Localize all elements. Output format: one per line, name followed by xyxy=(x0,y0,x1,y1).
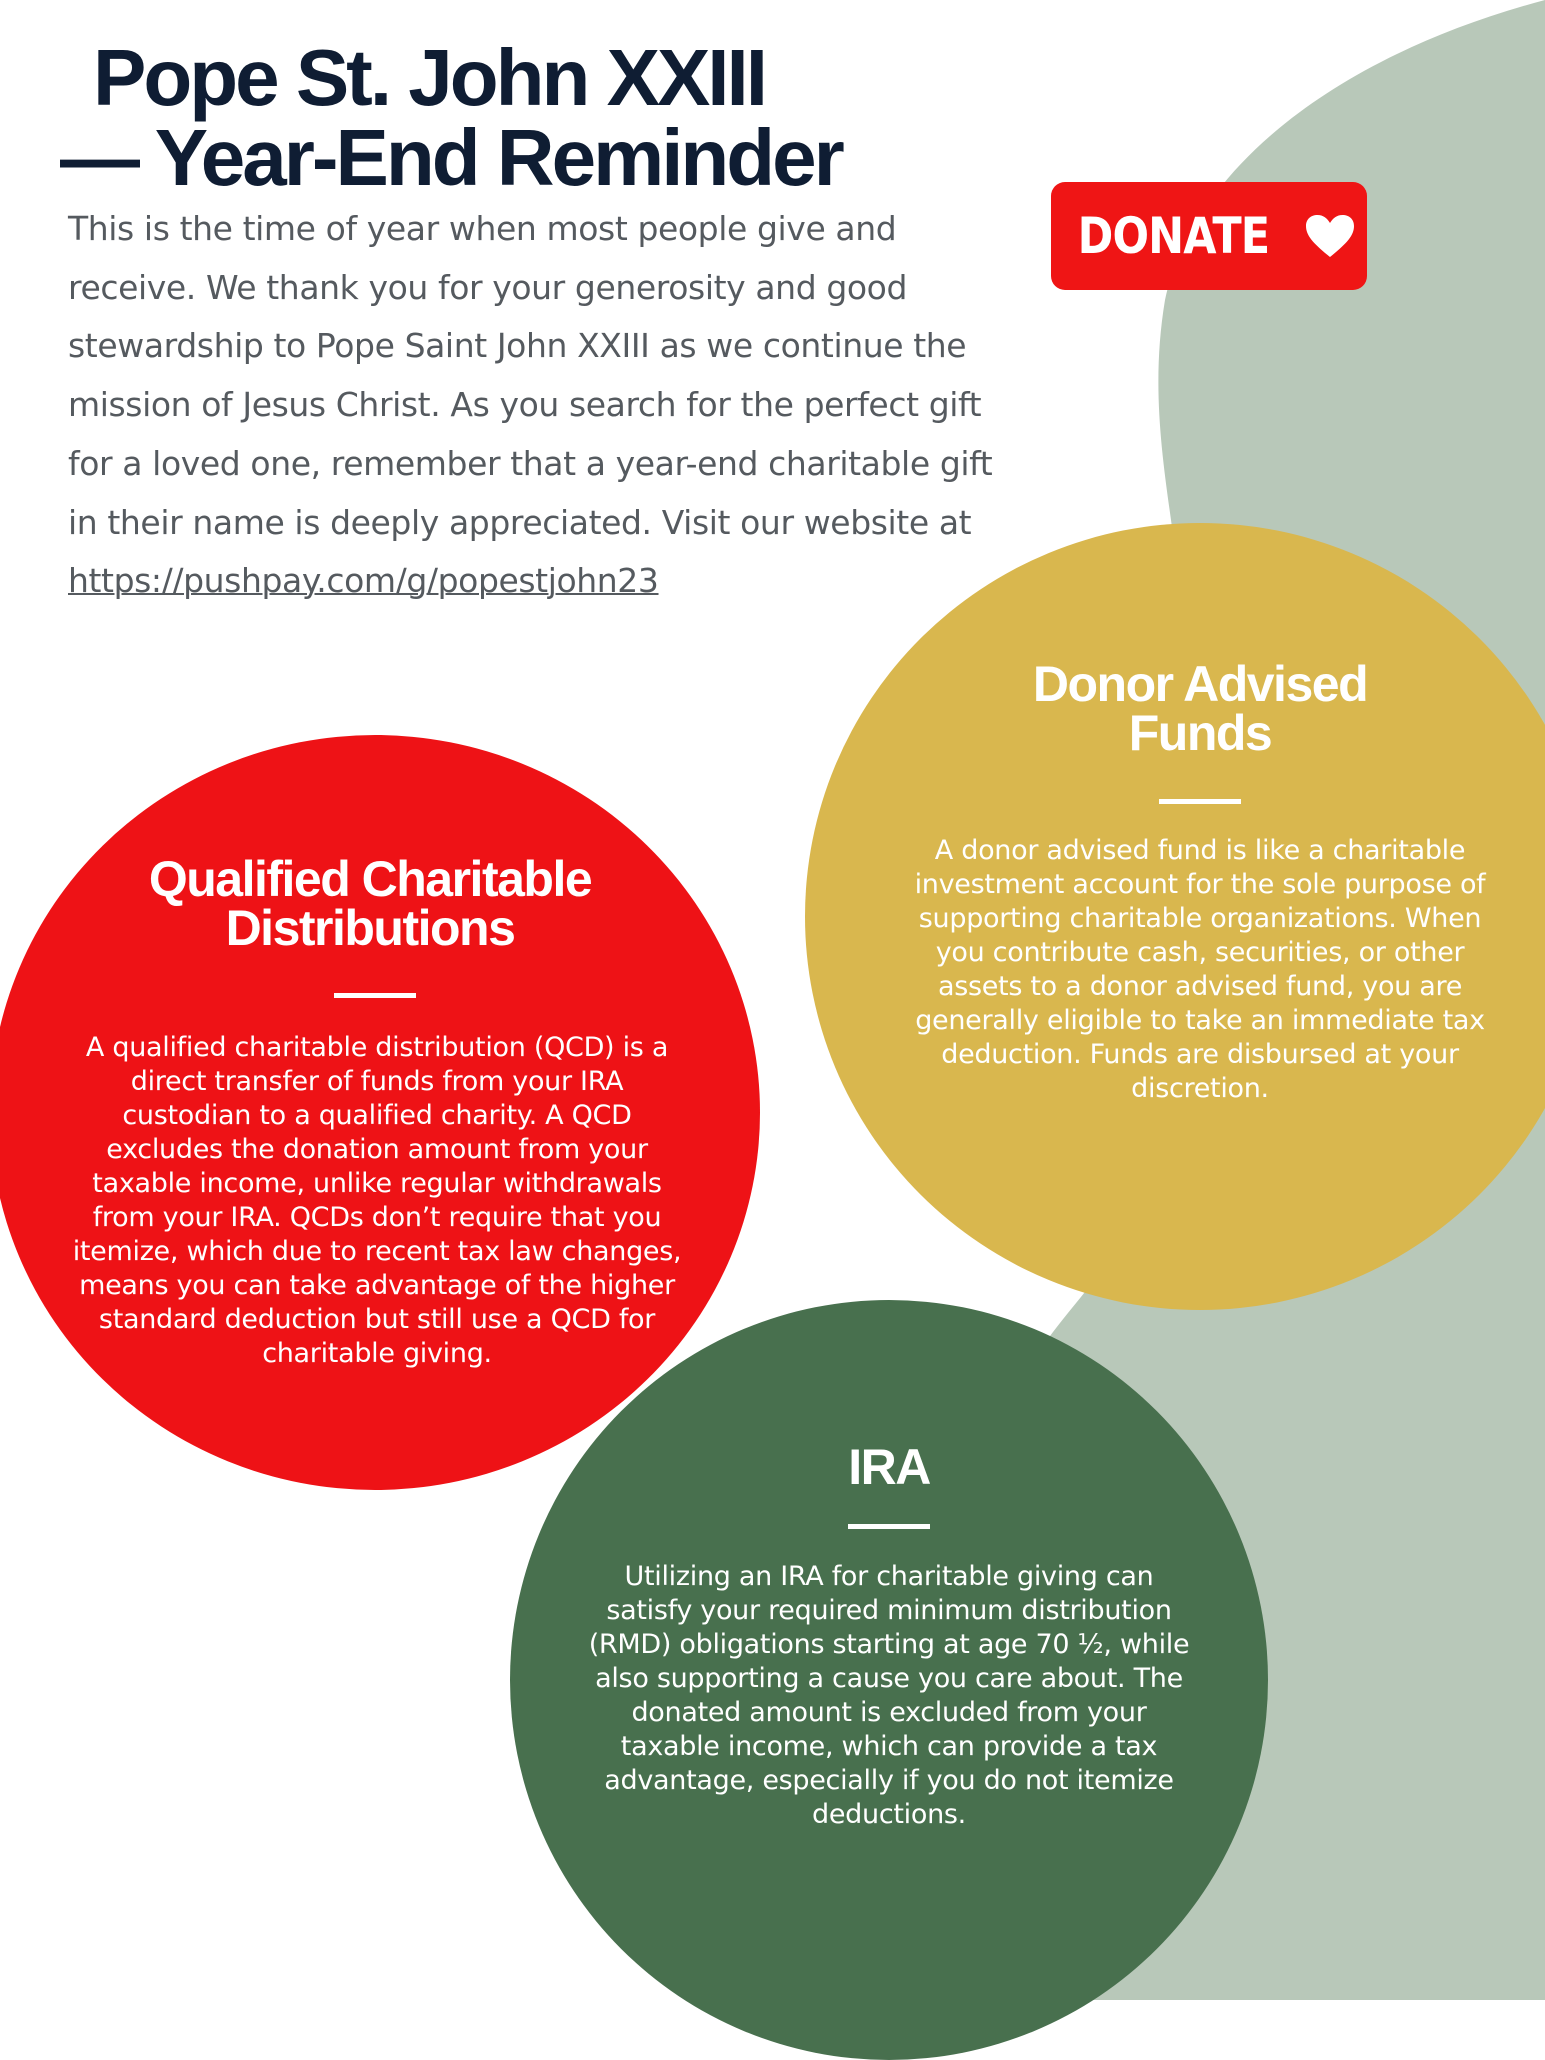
intro-text: This is the time of year when most people give and receive. We thank you for your generosity and good stewardship to Pope Saint John XXIII as we continue the mission of Jesus Christ. As you search for the perfect gift for a loved one, remember that a year-end charitable gift in their name is deeply appreciated. Visit our website at xyxy=(68,209,993,542)
qcd-divider xyxy=(334,993,416,998)
ira-divider xyxy=(848,1524,930,1529)
daf-body: A donor advised fund is like a charitable investment account for the sole purpose of supporting charitable organizations. When you contribute cash, securities, or other assets to a donor advised fund, you are generally eligible to take an immediate tax deduction. Funds are disbursed at your discretion. xyxy=(914,835,1486,1104)
page-title xyxy=(60,33,960,202)
ira-body: Utilizing an IRA for charitable giving can satisfy your required minimum distribution (RMD) obligations starting at age 70 ½, while also supporting a cause you care about. The donated amount is excluded from your taxable income, which can provide a tax advantage, especially if you do not itemize deductions. xyxy=(588,1561,1190,1830)
qcd-title: Qualified Charitable Distributions xyxy=(148,851,592,956)
ira-title: IRA xyxy=(848,1439,930,1495)
qcd-body: A qualified charitable distribution (QCD) is a direct transfer of funds from your IRA custodian to a qualified charity. A QCD excludes the donation amount from your taxable income, unlike regular withdrawals from your IRA. QCDs don’t require that you itemize, which due to recent tax law changes, means you can take advantage of the higher standard deduction but still use a QCD for charitable giving. xyxy=(72,1032,682,1369)
daf-divider xyxy=(1159,799,1241,804)
ira-circle xyxy=(510,1300,1268,2060)
intro-paragraph xyxy=(68,200,1008,611)
website-link[interactable]: https://pushpay.com/g/popestjohn23 xyxy=(68,561,659,601)
donate-button[interactable] xyxy=(1051,182,1367,290)
heart-icon xyxy=(1304,213,1356,259)
qcd-circle xyxy=(0,735,760,1490)
page-title-line2: — Year-End Reminder xyxy=(60,113,842,202)
page-title-line1: Pope St. John XXIII xyxy=(93,33,765,122)
daf-title: Donor Advised Funds xyxy=(1032,656,1368,761)
donate-button-label: DONATE xyxy=(1077,207,1269,265)
